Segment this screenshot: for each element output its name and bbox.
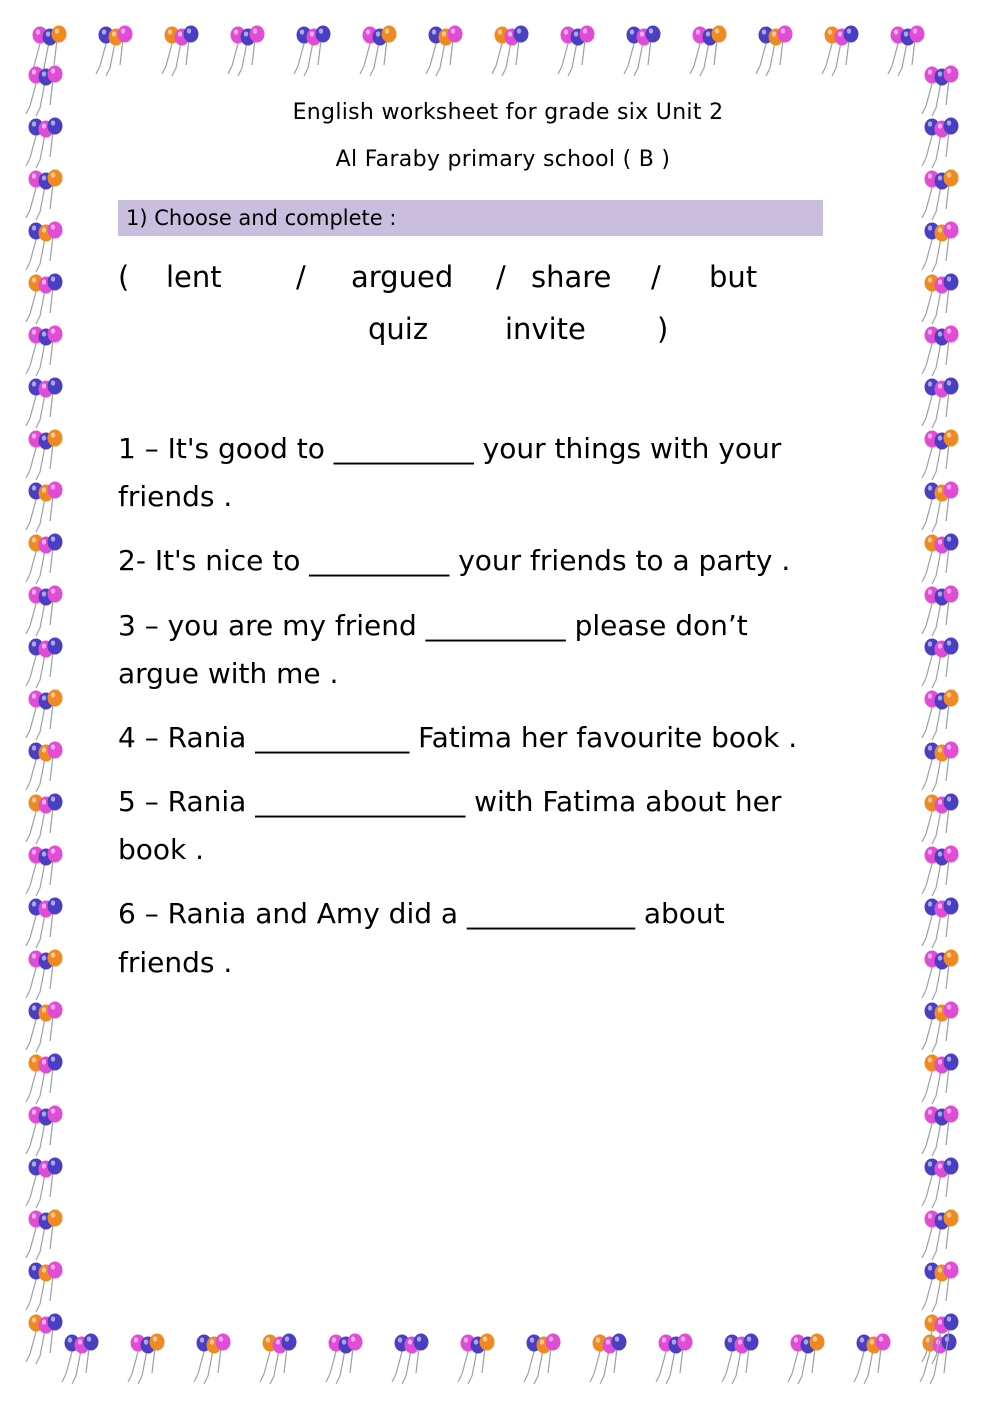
balloon-icon xyxy=(24,1310,66,1368)
balloon-icon xyxy=(160,22,202,80)
balloon-icon xyxy=(258,1330,300,1388)
balloon-icon xyxy=(94,22,136,80)
balloon-icon xyxy=(920,270,962,328)
worksheet-content xyxy=(118,100,888,1003)
word-bank-separator-3: / xyxy=(651,260,661,294)
question-item-4: 4 – Rania ___________ Fatima her favourite book . xyxy=(118,720,798,754)
balloon-icon xyxy=(720,1330,762,1388)
balloon-icon xyxy=(24,790,66,848)
balloon-icon xyxy=(126,1330,168,1388)
balloon-icon xyxy=(920,998,962,1056)
balloon-icon xyxy=(920,686,962,744)
word-bank-word-quiz: quiz xyxy=(368,312,429,347)
word-bank-separator-1: / xyxy=(296,260,306,294)
balloon-icon xyxy=(920,634,962,692)
balloon-icon xyxy=(920,1154,962,1212)
balloon-icon xyxy=(920,1258,962,1316)
balloon-icon xyxy=(920,1310,962,1368)
word-bank-open-paren: ( xyxy=(118,260,130,294)
section-heading xyxy=(118,200,823,236)
balloon-icon xyxy=(786,1330,828,1388)
balloon-icon xyxy=(920,1050,962,1108)
balloon-icon xyxy=(886,22,928,80)
balloon-icon xyxy=(920,738,962,796)
balloon-icon xyxy=(24,426,66,484)
balloon-icon xyxy=(622,22,664,80)
balloon-icon xyxy=(24,530,66,588)
word-bank-word-lent: lent xyxy=(166,260,222,294)
balloon-icon xyxy=(24,62,66,120)
balloon-icon xyxy=(920,374,962,432)
balloon-icon xyxy=(60,1330,102,1388)
word-bank-row-2 xyxy=(118,308,888,350)
school-subtitle: Al Faraby primary school ( B ) xyxy=(335,147,671,172)
balloon-icon xyxy=(24,322,66,380)
balloon-icon xyxy=(24,1050,66,1108)
page-title: English worksheet for grade six Unit 2 xyxy=(292,100,724,125)
balloon-icon xyxy=(24,998,66,1056)
balloon-icon xyxy=(24,1102,66,1160)
word-bank-separator-2: / xyxy=(496,260,506,294)
balloon-icon xyxy=(24,946,66,1004)
word-bank-word-share: share xyxy=(531,260,612,294)
balloon-icon xyxy=(920,426,962,484)
balloon-icon xyxy=(24,114,66,172)
balloon-icon xyxy=(24,478,66,536)
word-bank xyxy=(118,256,888,350)
question-list xyxy=(118,425,818,987)
balloon-icon xyxy=(24,582,66,640)
balloon-icon xyxy=(654,1330,696,1388)
balloon-icon xyxy=(390,1330,432,1388)
balloon-icon xyxy=(688,22,730,80)
balloon-icon xyxy=(920,946,962,1004)
balloon-icon xyxy=(920,322,962,380)
question-item-2: 2- It's nice to __________ your friends to a party . xyxy=(118,544,791,578)
balloon-icon xyxy=(920,62,962,120)
balloon-icon xyxy=(24,1154,66,1212)
balloon-icon xyxy=(24,1206,66,1264)
word-bank-close-paren: ) xyxy=(657,312,669,347)
balloon-icon xyxy=(24,218,66,276)
balloon-icon xyxy=(920,114,962,172)
balloon-icon xyxy=(920,790,962,848)
balloon-icon xyxy=(292,22,334,80)
balloon-icon xyxy=(192,1330,234,1388)
balloon-icon xyxy=(24,686,66,744)
question-item-1: 1 – It's good to __________ your things with your friends . xyxy=(118,432,782,514)
word-bank-word-invite: invite xyxy=(505,312,586,347)
balloon-icon xyxy=(920,582,962,640)
balloon-icon xyxy=(456,1330,498,1388)
question-item-5: 5 – Rania _______________ with Fatima about her book . xyxy=(118,785,782,867)
balloon-icon xyxy=(24,166,66,224)
balloon-icon xyxy=(28,22,70,80)
balloon-icon xyxy=(588,1330,630,1388)
balloon-icon xyxy=(920,1102,962,1160)
balloon-icon xyxy=(754,22,796,80)
balloon-icon xyxy=(920,218,962,276)
word-bank-word-argued: argued xyxy=(351,260,454,294)
word-bank-word-but: but xyxy=(709,260,758,294)
balloon-icon xyxy=(24,842,66,900)
balloon-icon xyxy=(918,1330,960,1388)
balloon-icon xyxy=(24,894,66,952)
balloon-icon xyxy=(920,1206,962,1264)
question-item-6: 6 – Rania and Amy did a ____________ about friends . xyxy=(118,897,725,979)
balloon-icon xyxy=(820,22,862,80)
word-bank-row-1 xyxy=(118,256,888,298)
balloon-icon xyxy=(920,894,962,952)
balloon-icon xyxy=(920,478,962,536)
section-heading-label: 1) Choose and complete : xyxy=(126,206,397,230)
balloon-icon xyxy=(24,634,66,692)
balloon-icon xyxy=(556,22,598,80)
balloon-icon xyxy=(324,1330,366,1388)
balloon-icon xyxy=(920,842,962,900)
balloon-icon xyxy=(424,22,466,80)
balloon-icon xyxy=(24,374,66,432)
balloon-icon xyxy=(920,530,962,588)
balloon-icon xyxy=(24,1258,66,1316)
balloon-icon xyxy=(226,22,268,80)
balloon-icon xyxy=(24,738,66,796)
question-item-3: 3 – you are my friend __________ please don’t argue with me . xyxy=(118,608,748,690)
balloon-icon xyxy=(852,1330,894,1388)
balloon-icon xyxy=(358,22,400,80)
balloon-icon xyxy=(24,270,66,328)
balloon-icon xyxy=(490,22,532,80)
balloon-icon xyxy=(920,166,962,224)
balloon-icon xyxy=(522,1330,564,1388)
